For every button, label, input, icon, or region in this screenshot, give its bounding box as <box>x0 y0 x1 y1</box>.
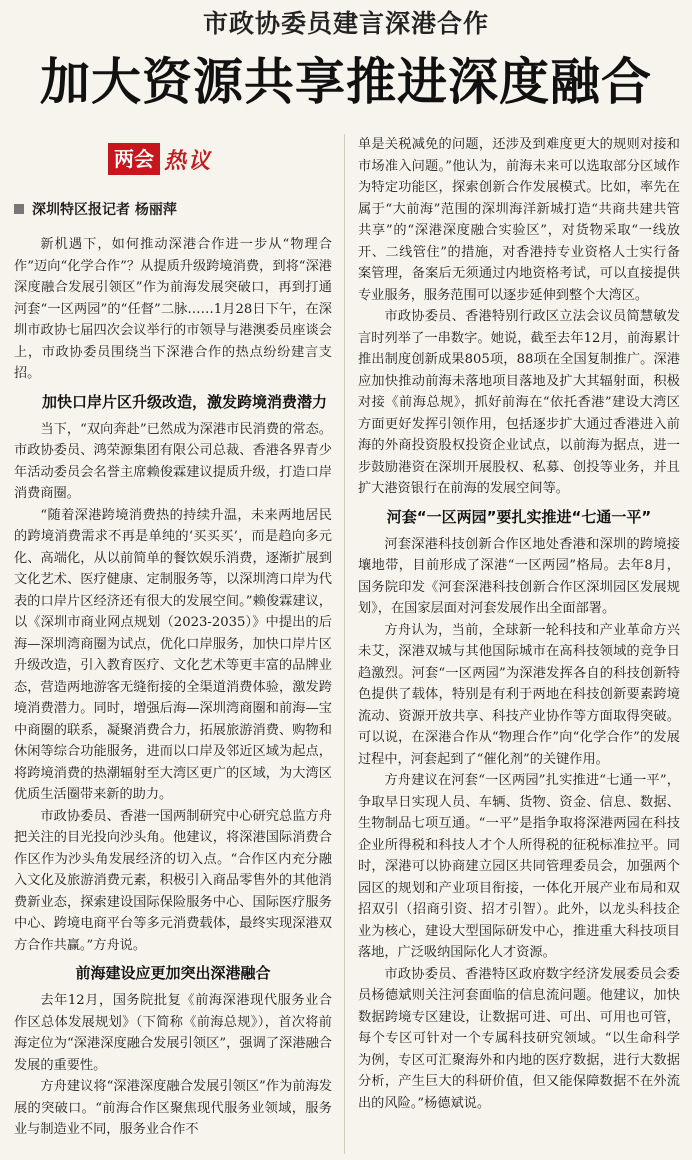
byline-square-icon <box>14 204 24 214</box>
column-tag <box>108 143 212 175</box>
subheading-hetao: 河套“一区两园”要扎实推进“七通一平” <box>386 507 652 526</box>
kicker-title: 市政协委员建言深港合作 <box>202 9 489 38</box>
headline: 加大资源共享推进深度融合 <box>40 53 652 111</box>
paragraph: “随着深港跨境消费热的持续升温，未来两地居民的跨境消费需求不再是单纯的‘买买买’，而是趋向多元化、高端化，从以前简单的餐饮娱乐消费，逐渐扩展到文化艺术、医疗健康、定制服务等，以深圳湾口岸为代表的口岸片区经济还有很大的发展空间。”赖俊霖建议，以《深圳市商业网点规划（2023-2035）》中提出的后海—深圳湾商圈为试点，优化口岸服务，加快口岸片区升级改造，引入教育医疗、文化艺术等更丰富的品牌业态，营造两地游客无缝衔接的全渠道消费体验，激发跨境消费潜力。同时，增强后海—深圳湾商圈和前海—宝中商圈的联系，凝聚消费合力，拓展旅游消费、购物和休闲等综合功能服务，进而以口岸及邻近区域为起点，将跨境消费的热潮辐射至大湾区更广的区域，为大湾区优质生活圈带来新的助力。 <box>14 507 332 802</box>
paragraph: 方舟建议在河套“一区两园”扎实推进“七通一平”，争取早日实现人员、车辆、货物、资金、信息、数据、生物制品七项互通。“一平”是指争取将深港两园在科技企业所得税和科技人才个人所得税的征税标准拉平。同时，深港可以协商建立园区共同管理委员会，加强两个园区的规划和产业项目衔接，一体化开展产业布局和双招双引（招商引资、招才引智）。此外，以龙头科技企业为核心，建设大型国际研发中心，推进重大科技项目落地，广泛吸纳国际化人才资源。 <box>358 773 680 960</box>
paragraph: 市政协委员、香港一国两制研究中心研究总监方舟把关注的目光投向沙头角。他建议，将深港国际消费合作区作为沙头角发展经济的切入点。“合作区内充分融入文化及旅游消费元素，积极引入商品零售外的其他消费新业态，探索建设国际保险服务中心、国际医疗服务中心、跨境电商平台等多元消费载体，最终实现深港双方合作共赢。”方舟说。 <box>14 808 332 953</box>
paragraph: 去年12月，国务院批复《前海深港现代服务业合作区总体发展规划》（下简称《前海总规》），首次将前海定位为“深港深度融合发展引领区”，强调了深港融合发展的重要性。 <box>14 993 332 1073</box>
paragraph: 方舟认为，当前，全球新一轮科技和产业革命方兴未艾，深港双城与其他国际城市在高科技领域的竞争日趋激烈。河套“一区两园”为深港发挥各自的科技创新特色提供了载体，特别是有利于两地在科技创新要素跨境流动、资源开放共享、科技产业协作等方面取得突破。可以说，在深港合作从“物理合作”向“化学合作”的发展过程中，河套起到了“催化剂”的关键作用。 <box>358 622 680 767</box>
column-divider <box>344 134 345 1154</box>
paragraph: 当下，“双向奔赴”已然成为深港市民消费的常态。市政协委员、鸿荣源集团有限公司总裁、香港各界青少年活动委员会名誉主席赖俊霖建议提质升级，打造口岸消费商圈。 <box>14 421 332 501</box>
paragraph: 市政协委员、香港特别行政区立法会议员简慧敏发言时列举了一串数字。她说，截至去年12月，前海累计推出制度创新成果805项，88项在全国复制推广。深港应加快推动前海未落地项目落地及扩大其辐射面，积极对接《前海总规》，抓好前海在“依托香港”建设大湾区方面更好发挥引领作用，包括逐步扩大通过香港进入前海的外商投资股权投资企业试点，以前海为据点，进一步鼓励港资在深圳开展股权、私募、创投等业务，并且扩大港资银行在前海的发展空间等。 <box>358 309 680 496</box>
subheading-port-consumption: 加快口岸片区升级改造，激发跨境消费潜力 <box>42 392 328 411</box>
intro-paragraph: 新机遇下，如何推动深港合作进一步从“物理合作”迈向“化学合作”？从提质升级跨境消费，到将“深港深度融合发展引领区”作为前海发展突破口，再到打通河套“一区两园”的“任督”二脉……1月28日下午，在深圳市政协七届四次会议举行的市领导与港澳委员座谈会上，市政协委员围绕当下深港合作的热点纷纷建言支招。 <box>14 237 332 381</box>
paragraph-continued: 单是关税减免的问题，还涉及到难度更大的规则对接和市场准入问题。”他认为，前海未来可以选取部分区域作为特定功能区，探索创新合作发展模式。比如，率先在属于“大前海”范围的深圳海洋新城打造“共商共建共管共享”的“深港深度融合实验区”，对货物采取“一线放开、二线管住”的措施，对香港持专业资格人士实行备案管理，备案后无须通过内地资格考试，可以直接提供专业服务，服务范围可以逐步延伸到整个大湾区。 <box>358 137 680 303</box>
paragraph: 方舟建议将“深港深度融合发展引领区”作为前海发展的突破口。“前海合作区聚焦现代服务业领域，服务业与制造业不同，服务业合作不 <box>14 1079 332 1137</box>
paragraph: 市政协委员、香港特区政府数字经济发展委员会委员杨德斌则关注河套面临的信息流问题。他建议，加快数据跨境专区建设，让数据可进、可出、可用也可管，每个专区可针对一个专属科技研究领域。“以生命科学为例，专区可汇聚海外和内地的医疗数据，进行大数据分析，产生巨大的科研价值，但又能保障数据不在外流出的风险。”杨德斌说。 <box>358 966 680 1111</box>
right-column <box>358 134 680 1154</box>
paragraph: 河套深港科技创新合作区地处香港和深圳的跨境接壤地带，目前形成了深港“一区两园”格局。去年8月，国务院印发《河套深港科技创新合作区深圳园区发展规划》，在国家层面对河套发展作出全面部署。 <box>358 536 680 616</box>
left-column <box>14 234 332 1154</box>
column-tag-box: 两会 <box>108 143 160 175</box>
column-tag-script: 热议 <box>164 147 213 174</box>
subheading-qianhai: 前海建设应更加突出深港融合 <box>75 964 271 982</box>
byline <box>14 199 177 219</box>
byline-text: 深圳特区报记者 杨丽萍 <box>32 202 177 218</box>
